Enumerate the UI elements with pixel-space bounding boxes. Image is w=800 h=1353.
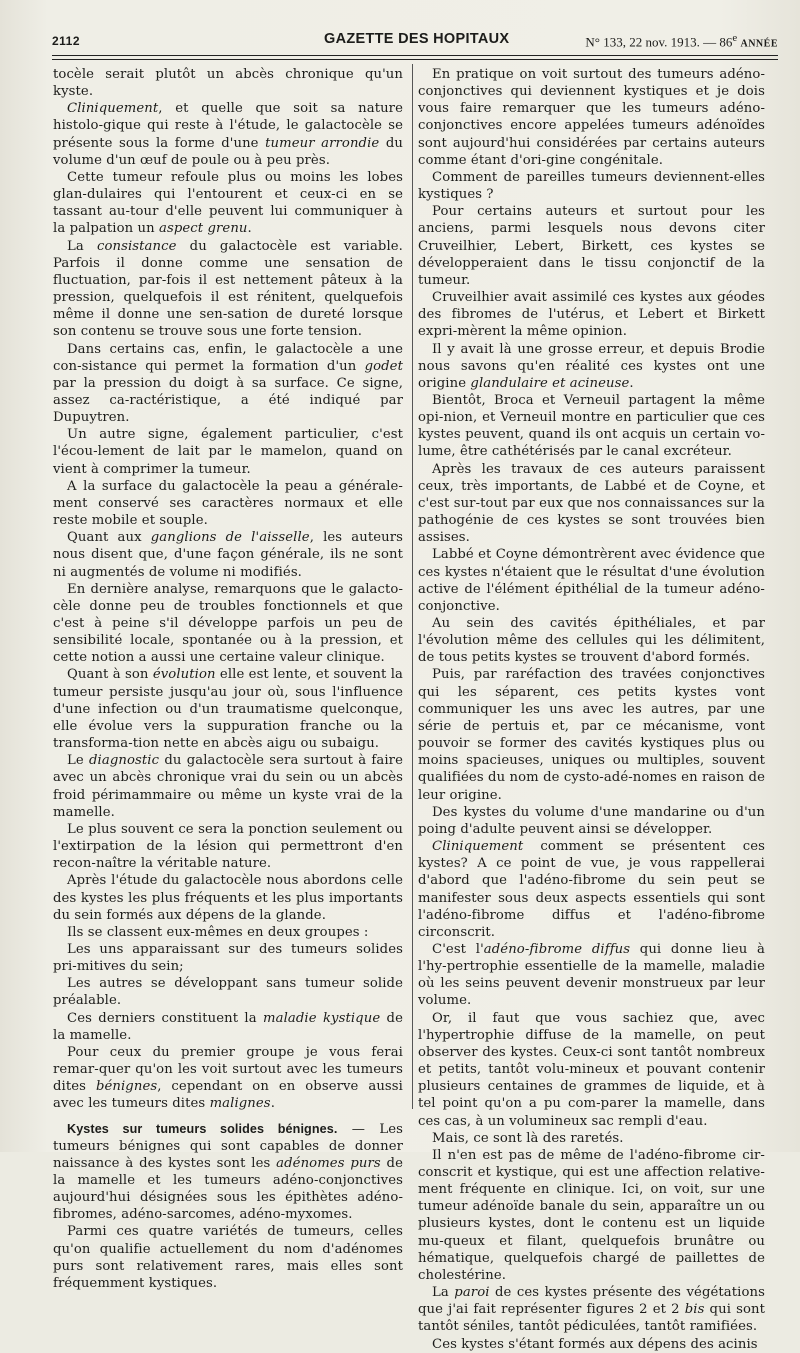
text-run: qui donne lieu à l'hy-pertrophie essentielle de la mamelle, maladie où les seins peuvent devenir monstrueux par leur volume. (418, 941, 766, 1009)
text-run: . (629, 375, 634, 391)
text-run: C'est l' (432, 941, 484, 957)
paragraph (418, 804, 765, 838)
text-run: Cruveilhier avait assimilé ces kystes aux géodes des fibromes de l'utérus, et Lebert et Birkett expri-mèrent la même opinion. (418, 290, 765, 340)
paragraph (53, 426, 403, 477)
text-run: Or, il faut que vous sachiez que, avec l'hypertrophie diffuse de la mamelle, on peut observer des kystes. Ceux-ci sont tantôt nombreux et petits, tantôt volu-mineux et pouvant contenir plusieurs centaines de grammes de liquide, et à tel point qu'on a pu com-parer la mamelle, dans ces cas, à un volumineux sac rempli d'eau. (418, 1010, 765, 1129)
italic-term: consistance (96, 238, 177, 254)
paragraph (53, 872, 403, 923)
column-divider (412, 64, 413, 1109)
paragraph (53, 238, 403, 341)
left-column (53, 66, 403, 1292)
text-run: La (432, 1285, 455, 1301)
text-run: Comment de pareilles tumeurs deviennent-elles kystiques ? (418, 169, 765, 203)
page-header (52, 28, 778, 50)
paragraph (418, 1010, 765, 1130)
paragraph (53, 581, 403, 667)
paragraph (53, 924, 403, 941)
paragraph (418, 1147, 765, 1284)
text-run: de la mamelle. (53, 1010, 403, 1043)
section-paragraph (53, 1121, 403, 1224)
text-run: Pour certains auteurs et surtout pour les anciens, parmi lesquels nous devons citer Cruveilhier, Lebert, Birkett, ces kystes se développeraient dans le tissu conjonctif de la tumeur. (418, 204, 765, 288)
paragraph (53, 1010, 403, 1044)
text-run: Cette tumeur refoule plus ou moins les lobes glan-dulaires qui l'entourent et ceux-ci en se tassant au-tour d'elle peuvent lui communiquer à la palpation un (53, 169, 403, 237)
text-run: Ils se classent eux-mêmes en deux groupes : (67, 924, 369, 940)
text-run: Au sein des cavités épithéliales, et par l'évolution même des cellules qui les délimitent, de tous petits kystes se trouvent d'abord formés. (418, 616, 765, 666)
italic-term: bis (684, 1302, 705, 1318)
paragraph (53, 1223, 403, 1292)
paragraph (418, 461, 765, 547)
section-title: Kystes sur tumeurs solides bénignes. (67, 1121, 338, 1136)
text-run: Puis, par raréfaction des travées conjonctives qui les séparent, ces petits kystes vont communiquer les uns avec les autres, par une série de pertuis et, par ce mécanisme, vont pouvoir se former des cavités kystiques plus ou moins spacieuses, uniques ou multiples, souvent qualifiées du nom de cysto-adé-nomes en raison de leur origine. (418, 667, 765, 803)
paragraph (53, 975, 403, 1009)
text-run: Le (67, 753, 90, 769)
paragraph (53, 666, 403, 752)
text-run: La (67, 238, 97, 254)
italic-term: godet (364, 358, 403, 374)
text-run: par la pression du doigt à sa surface. Ce signe, assez ca-ractéristique, a été indiqué par Dupuytren. (53, 375, 403, 426)
italic-term: paroi (454, 1285, 490, 1301)
text-run: Ces kystes s'étant formés aux dépens des acinis (432, 1336, 758, 1352)
paragraph (53, 169, 403, 238)
text-run: Ces derniers constituent la (67, 1010, 264, 1026)
text-run: Il n'en est pas de même de l'adéno-fibrome cir-conscrit et kystique, qui est une affection relative-ment fréquente en clinique. Ici, on voit, sur une tumeur adénoïde banale du sein, apparaître un ou plusieurs kystes, dont le contenu est un liquide mu-queux et filant, quelquefois brunâtre ou hématique, quelquefois chargé de paillettes de cholestérine. (418, 1147, 765, 1283)
text-run: du volume d'un œuf de poule ou à peu près. (53, 135, 403, 168)
text-run: Après les travaux de ces auteurs paraissent ceux, très importants, de Labbé et de Coyne, et c'est sur-tout par eux que nos connaissances sur la pathogénie de ces kystes se sont trouvées bien assises. (418, 461, 765, 546)
paragraph (418, 169, 765, 203)
italic-term: bénignes (95, 1079, 158, 1095)
paragraph (53, 941, 403, 975)
text-run: du galactocèle sera surtout à faire avec un abcès chronique vrai du sein ou un abcès froid périmammaire ou même un kyste vrai de la mamelle. (53, 753, 403, 820)
paragraph (53, 66, 403, 100)
text-run: Mais, ce sont là des raretés. (432, 1130, 624, 1146)
header-rule-bottom (52, 59, 778, 60)
text-run: Les autres se développant sans tumeur solide préalable. (53, 976, 403, 1009)
italic-term: adéno-fibrome diffus (483, 941, 631, 957)
text-run: — Les tumeurs bénignes qui sont capables de donner naissance à des kystes sont les (53, 1121, 403, 1171)
year-number: 86 (719, 34, 733, 50)
text-run: du galactocèle est variable. Parfois il donne comme une sensation de fluctuation, par-fois il est nettement pâteux à la pression, quelquefois il est rénitent, quelquefois même il donne une sen-sation de dureté lorsque son contenu se trouve sous une forte tension. (53, 238, 403, 340)
paragraph (53, 821, 403, 872)
paragraph (418, 1130, 765, 1147)
paragraph (53, 752, 403, 821)
paragraph (418, 341, 765, 392)
italic-term: glandulaire et acineuse (470, 375, 630, 391)
text-run: , et quelle que soit sa nature histolo-gique qui reste à l'étude, le galactocèle se présente sous la forme d'une (53, 101, 403, 151)
text-run: Labbé et Coyne démontrèrent avec évidence que ces kystes n'étaient que le résultat d'une évolution active de l'élément épithélial de la tumeur adéno-conjonctive. (418, 547, 765, 614)
text-run: Les uns apparaissant sur des tumeurs solides pri-mitives du sein; (53, 941, 403, 975)
text-run: Dans certains cas, enfin, le galactocèle a une con-sistance qui permet la formation d'un (53, 341, 403, 374)
italic-term: aspect grenu (159, 221, 248, 237)
text-run: Un autre signe, également particulier, c'est l'écou-lement de lait par le mamelon, quand on vient à comprimer la tumeur. (53, 427, 403, 477)
text-run: tocèle serait plutôt un abcès chronique qu'un kyste. (53, 67, 403, 100)
italic-term: évolution (152, 667, 216, 683)
text-run: A la surface du galactocèle la peau a générale-ment conservé ses caractères normaux et elle reste mobile et souple. (53, 478, 403, 529)
year-sup: e (732, 32, 738, 44)
italic-term: ganglions de l'aisselle (150, 530, 310, 546)
text-run: . (270, 1096, 275, 1112)
paragraph (53, 529, 403, 580)
italic-term: malignes (209, 1096, 271, 1112)
text-run: En dernière analyse, remarquons que le galacto-cèle donne peu de troubles fonctionnels et que c'est à peine s'il développe parfois un peu de sensibilité locale, spontanée ou à la pression, et cette notion a aussi une certaine valeur clinique. (53, 581, 403, 666)
italic-term: adénomes purs (276, 1155, 381, 1171)
paragraph (418, 1336, 765, 1353)
text-run: qui sont tantôt séniles, tantôt pédiculées, tantôt ramifiées. (418, 1302, 765, 1335)
text-run: de ces kystes présente des végétations que j'ai fait représenter figures 2 et 2 (418, 1285, 765, 1318)
paragraph (418, 546, 765, 615)
paragraph (418, 941, 765, 1010)
header-rule-top (52, 55, 778, 56)
text-run: . (247, 221, 252, 237)
journal-title: GAZETTE DES HOPITAUX (324, 31, 510, 47)
page-number: 2112 (52, 34, 81, 48)
text-run: , cependant on en observe aussi avec les tumeurs dites (53, 1079, 403, 1112)
issue-info (585, 32, 778, 50)
text-run: de la mamelle et les tumeurs adéno-conjonctives aujourd'hui désignées sous les épithètes adéno-fibromes, adéno-sarcomes, adéno-myxomes. (53, 1155, 403, 1223)
paragraph (53, 341, 403, 427)
text-run: Des kystes du volume d'une mandarine ou d'un poing d'adulte peuvent ainsi se développer. (418, 804, 765, 837)
text-run: Après l'étude du galactocèle nous abordons celle des kystes les plus fréquents et les plus importants du sein formés aux dépens de la glande. (53, 873, 403, 923)
text-run: Il y avait là une grosse erreur, et depuis Brodie nous savons qu'en réalité ces kystes ont une origine (418, 341, 765, 391)
text-run: comment se présentent ces kystes? A ce point de vue, je vous rappellerai d'abord que l'adéno-fibrome du sein peut se manifester sous deux aspects essentiels qui sont l'adéno-fibrome diffus et l'adéno-fibrome circonscrit. (418, 839, 765, 940)
italic-term: Cliniquement (67, 101, 159, 117)
text-run: Pour ceux du premier groupe je vous ferai remar-quer qu'on les voit surtout avec les tumeurs dites (53, 1044, 403, 1095)
text-run: elle est lente, et souvent la tumeur persiste jusqu'au jour où, sous l'influence d'une infection ou d'un traumatisme quelconque, elle évolue vers la suppuration franche ou la transforma-tion nette en abcès aigu ou subaigu. (53, 667, 403, 752)
paragraph (53, 478, 403, 529)
text-run: Le plus souvent ce sera la ponction seulement ou l'extirpation de la lésion qui permettront d'en recon-naître la véritable nature. (53, 821, 403, 872)
paragraph (418, 289, 765, 340)
text-run: Bientôt, Broca et Verneuil partagent la même opi-nion, et Verneuil montre en particulier que ces kystes peuvent, quand ils ont acquis un certain vo-lume, être cathétérisés par le canal excréteur. (418, 392, 765, 460)
italic-term: Cliniquement (432, 839, 524, 855)
text-run: Parmi ces quatre variétés de tumeurs, celles qu'on qualifie actuellement du nom d'adénomes purs sont relativement rares, mais elles sont fréquemment kystiques. (53, 1224, 403, 1291)
text-run: En pratique on voit surtout des tumeurs adéno-conjonctives qui deviennent kystiques et je dois vous faire remarquer que les tumeurs adéno-conjonctives encore appelées tumeurs adénoïdes sont aujourd'hui considérées par certains auteurs comme étant d'ori-gine congénitale. (418, 67, 765, 168)
paragraph (53, 100, 403, 169)
text-run: Quant à son (67, 667, 153, 683)
paragraph (418, 615, 765, 666)
year-suffix: ANNÉE (740, 38, 778, 50)
paragraph (418, 203, 765, 289)
issue-date: N° 133, 22 nov. 1913. — (585, 34, 717, 50)
italic-term: maladie kystique (263, 1010, 381, 1026)
text-run: Quant aux (67, 530, 151, 546)
paragraph (418, 666, 765, 803)
paragraph (53, 1044, 403, 1113)
paragraph (418, 1284, 765, 1335)
paragraph (418, 838, 765, 941)
italic-term: diagnostic (89, 753, 160, 769)
italic-term: tumeur arrondie (265, 135, 380, 151)
text-run: , les auteurs nous disent que, d'une façon générale, ils ne sont ni augmentés de volume ni modifiés. (53, 530, 403, 580)
paragraph (418, 392, 765, 461)
right-column (418, 66, 765, 1353)
paragraph (418, 66, 765, 169)
